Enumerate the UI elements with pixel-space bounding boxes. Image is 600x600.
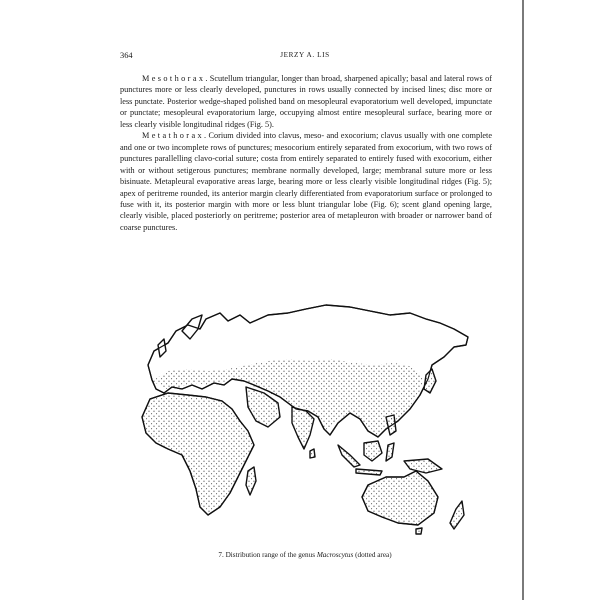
page-header bbox=[120, 51, 490, 65]
paragraph-text: . Scutellum triangular, longer than broad, sharpened apically; basal and lateral rows of punctures more or less clearly developed, punctures in rows usually connected by incised lines; disc more or less punctate. Posterior wedge-shaped polished band on mesopleural evaporatorium well developed, impunctate or punctate; mesopleural evaporatorium large, occupying almost entire mesopleural surface, bearing more or less clearly visible longitudinal ridges (Fig. 5). bbox=[120, 74, 492, 129]
caption-suffix: (dotted area) bbox=[353, 551, 392, 559]
figure-caption bbox=[120, 551, 490, 559]
page-edge bbox=[522, 0, 524, 600]
paragraph-metathorax bbox=[120, 130, 492, 233]
page-number: 364 bbox=[120, 51, 133, 60]
caption-prefix: 7. Distribution range of the genus bbox=[218, 551, 317, 559]
section-heading-mesothorax: Mesothorax bbox=[142, 74, 206, 83]
paragraph-text: . Corium divided into clavus, meso- and exocorium; clavus usually with one complete and one or two incomplete rows of punctures; mesocorium entirely separated from exocorium, with two rows of punctures parallelling clavo-corial suture; costa from entirely separated to entirely fused with exocorium, either with or without setigerous punctures; membrane normally developed, large; membranal suture more or less bisinuate. Metapleural evaporative areas large, bearing more or less clearly visible longitudinal ridges (Fig. 5); apex of peritreme rounded, its anterior margin clearly differentiated from evaporatorium surface or prolonged to fuse with it, its posterior margin with more or less blunt triangular lobe (Fig. 6); scent gland opening large, clearly visible, placed posteriorly on peritreme; posterior area of metapleuron with broader or narrower band of coarse punctures. bbox=[120, 131, 492, 232]
paragraph-mesothorax bbox=[120, 73, 492, 130]
map-figure bbox=[128, 285, 482, 535]
caption-genus: Macroscytus bbox=[316, 551, 354, 559]
running-head: JERZY A. LIS bbox=[280, 51, 330, 59]
body-text bbox=[120, 73, 492, 233]
section-heading-metathorax: Metathorax bbox=[142, 131, 205, 141]
distribution-map bbox=[128, 285, 482, 535]
